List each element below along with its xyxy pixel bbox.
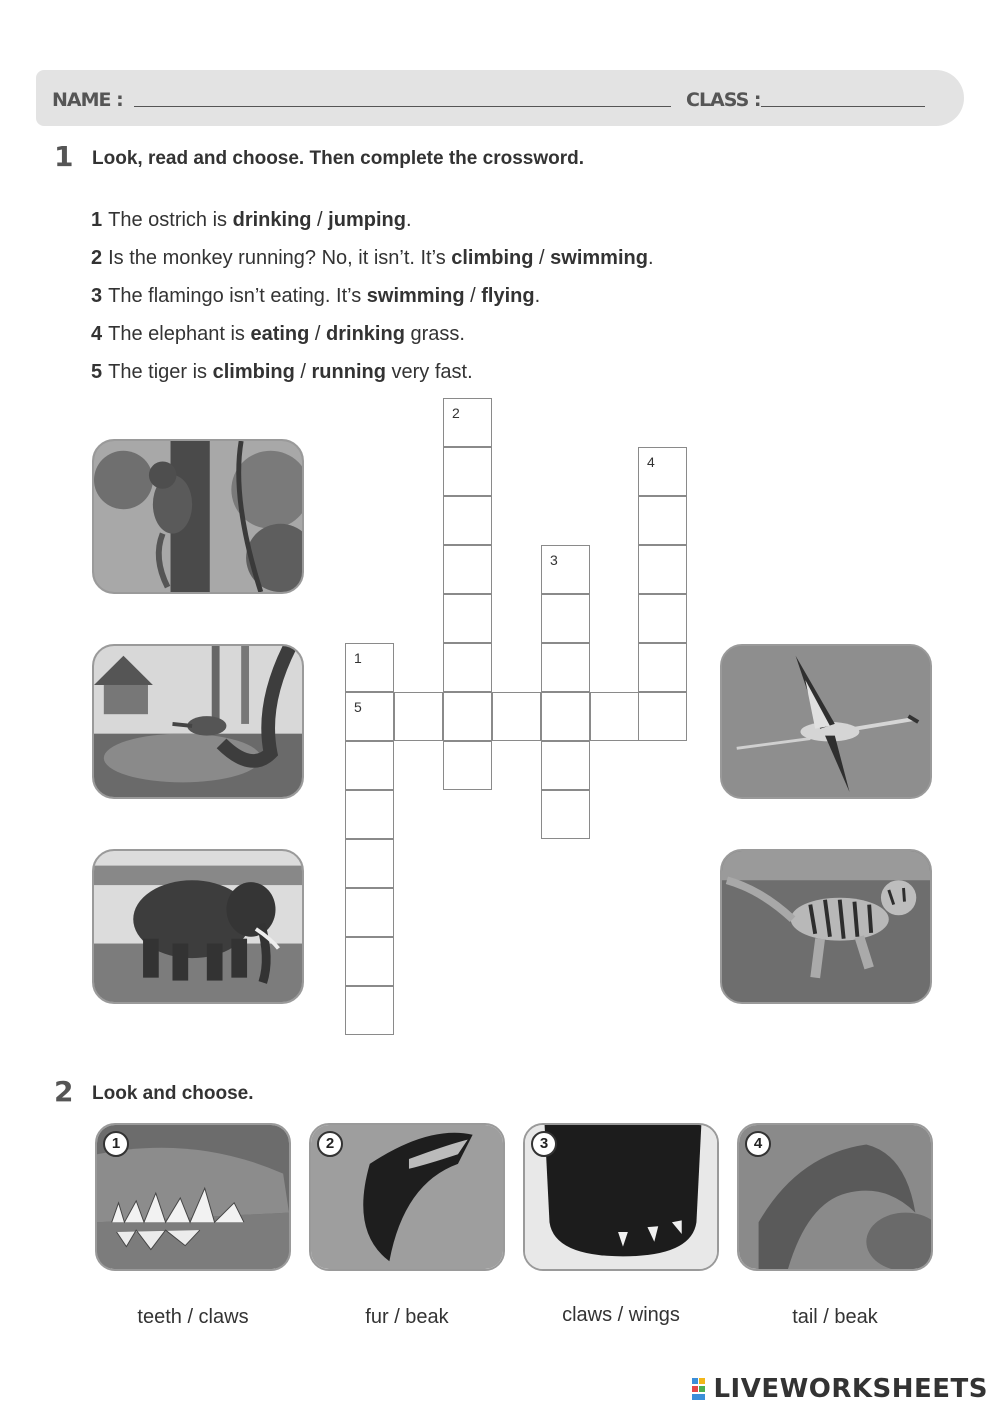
- paw-claws-picture: [523, 1123, 719, 1271]
- crossword-cell[interactable]: [345, 790, 394, 839]
- crossword-cell[interactable]: [638, 594, 687, 643]
- exercise-1-instruction: Look, read and choose. Then complete the crossword.: [92, 148, 584, 169]
- crossword-cell[interactable]: [492, 692, 541, 741]
- crossword-cell[interactable]: [638, 692, 687, 741]
- monkey-photo: [92, 439, 304, 594]
- choice-tail-beak[interactable]: tail / beak: [792, 1306, 878, 1328]
- option-drinking[interactable]: drinking: [232, 209, 312, 231]
- crossword-cell[interactable]: [345, 643, 394, 692]
- crossword-cell[interactable]: [345, 986, 394, 1035]
- class-label: CLASS :: [686, 89, 761, 111]
- exercise-1-number: 1: [54, 140, 74, 173]
- crossword-cell[interactable]: [443, 643, 492, 692]
- crossword-cell[interactable]: [345, 741, 394, 790]
- tiger-photo: [720, 849, 932, 1004]
- crossword-cell[interactable]: [443, 594, 492, 643]
- ostrich-photo: [92, 644, 304, 799]
- flamingo-photo: [720, 644, 932, 799]
- clue-number: 3: [550, 552, 558, 568]
- crossword-cell[interactable]: [638, 447, 687, 496]
- tail-picture: [737, 1123, 933, 1271]
- sentence-4: 4 The elephant is eating / drinking grass.: [91, 323, 465, 345]
- choice-teeth-claws[interactable]: teeth / claws: [137, 1306, 249, 1328]
- choice-claws-wings[interactable]: claws / wings: [562, 1304, 680, 1326]
- crossword-cell[interactable]: [345, 937, 394, 986]
- crossword-cell[interactable]: [541, 643, 590, 692]
- class-input-line[interactable]: [761, 106, 925, 107]
- exercise-2-number: 2: [54, 1075, 74, 1108]
- crossword-cell[interactable]: [443, 741, 492, 790]
- exercise-2-instruction: Look and choose.: [92, 1083, 254, 1104]
- item-4-badge: 4: [745, 1131, 771, 1157]
- crossword-cell[interactable]: [443, 692, 492, 741]
- item-1-badge: 1: [103, 1131, 129, 1157]
- clue-number: 5: [354, 699, 362, 715]
- clue-number: 2: [452, 405, 460, 421]
- item-3-badge: 3: [531, 1131, 557, 1157]
- crossword-cell[interactable]: [541, 741, 590, 790]
- choice-fur-beak[interactable]: fur / beak: [365, 1306, 449, 1328]
- option-running[interactable]: running: [311, 361, 386, 383]
- crossword-cell[interactable]: [638, 643, 687, 692]
- elephant-photo: [92, 849, 304, 1004]
- clue-number: 1: [354, 650, 362, 666]
- sentence-5: 5 The tiger is climbing / running very fast.: [91, 361, 473, 383]
- crossword-cell[interactable]: [443, 496, 492, 545]
- liveworksheets-logo-icon: [692, 1378, 712, 1400]
- beak-picture: [309, 1123, 505, 1271]
- crossword-cell[interactable]: [345, 839, 394, 888]
- sentence-2: 2 Is the monkey running? No, it isn’t. It’s climbing / swimming.: [91, 247, 654, 269]
- crossword-cell[interactable]: [541, 790, 590, 839]
- crossword-cell[interactable]: [443, 447, 492, 496]
- crocodile-teeth-picture: [95, 1123, 291, 1271]
- crossword-cell[interactable]: [638, 545, 687, 594]
- item-2-badge: 2: [317, 1131, 343, 1157]
- name-label: NAME :: [52, 89, 123, 111]
- option-climbing[interactable]: climbing: [212, 361, 295, 383]
- crossword-cell[interactable]: [443, 545, 492, 594]
- option-jumping[interactable]: jumping: [328, 209, 406, 231]
- sentence-1: 1 The ostrich is drinking / jumping.: [91, 209, 412, 231]
- option-swimming[interactable]: swimming: [550, 247, 648, 269]
- name-input-line[interactable]: [134, 106, 671, 107]
- option-flying[interactable]: flying: [481, 285, 535, 307]
- crossword-cell[interactable]: [394, 692, 443, 741]
- sentence-3: 3 The flamingo isn’t eating. It’s swimming / flying.: [91, 285, 541, 307]
- crossword-cell[interactable]: [638, 496, 687, 545]
- option-climbing[interactable]: climbing: [451, 247, 534, 269]
- crossword-cell[interactable]: [541, 594, 590, 643]
- crossword-cell[interactable]: [345, 692, 394, 741]
- clue-number: 4: [647, 454, 655, 470]
- crossword-cell[interactable]: [541, 545, 590, 594]
- header-band: [36, 70, 964, 126]
- crossword-cell[interactable]: [541, 692, 590, 741]
- crossword-cell[interactable]: [345, 888, 394, 937]
- option-eating[interactable]: eating: [250, 323, 310, 345]
- option-swimming[interactable]: swimming: [366, 285, 465, 307]
- brand-name: LIVEWORKSHEETS: [713, 1374, 988, 1404]
- crossword-cell[interactable]: [443, 398, 492, 447]
- option-drinking[interactable]: drinking: [326, 323, 405, 345]
- crossword-cell[interactable]: [590, 692, 639, 741]
